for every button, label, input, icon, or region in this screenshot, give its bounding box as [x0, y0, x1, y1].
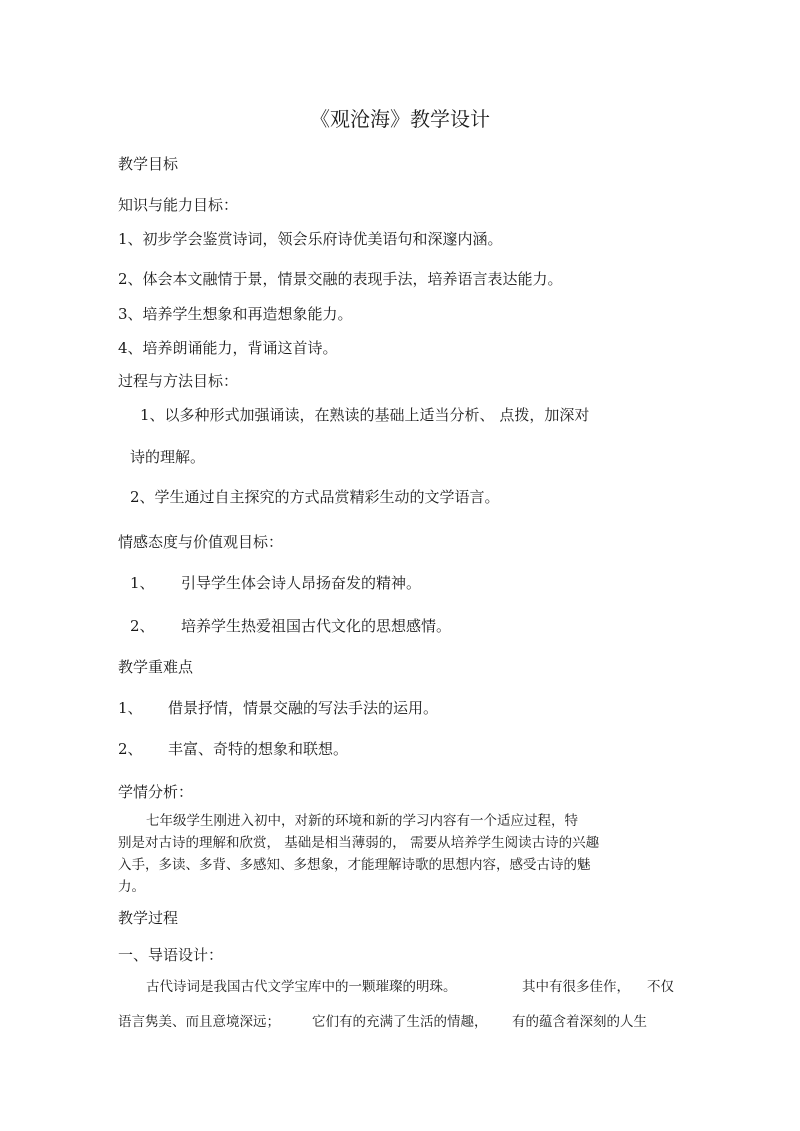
- intro-paragraph-segment: 有的蕴含着深刻的人生: [512, 1014, 647, 1030]
- emotion-item-text: 引导学生体会诗人昂扬奋发的精神。: [181, 574, 422, 592]
- knowledge-item: 3、培养学生想象和再造想象能力。: [118, 305, 353, 323]
- knowledge-item: 2、体会本文融情于景，情景交融的表现手法，培养语言表达能力。: [118, 270, 563, 288]
- difficulty-item-number: 2、: [118, 740, 143, 758]
- difficulty-item-number: 1、: [118, 699, 143, 717]
- difficulty-item-text: 丰富、奇特的想象和联想。: [168, 740, 349, 758]
- document-title: 《观沧海》教学设计: [310, 107, 490, 131]
- difficulty-heading: 教学重难点: [118, 658, 194, 676]
- emotion-heading: 情感态度与价值观目标：: [118, 533, 284, 551]
- process-heading: 过程与方法目标：: [118, 372, 239, 390]
- emotion-item-text: 培养学生热爱祖国古代文化的思想感情。: [181, 617, 452, 635]
- section-heading-goals: 教学目标: [118, 155, 179, 173]
- intro-heading: 一、导语设计：: [118, 946, 224, 964]
- analysis-paragraph-line: 七年级学生刚进入初中，对新的环境和新的学习内容有一个适应过程，特: [146, 813, 578, 829]
- analysis-paragraph-line: 别是对古诗的理解和欣赏， 基础是相当薄弱的， 需要从培养学生阅读古诗的兴趣: [118, 835, 600, 851]
- intro-paragraph-segment: 不仅: [647, 979, 674, 995]
- process-item-2: 2、学生通过自主探究的方式品赏精彩生动的文学语言。: [130, 488, 500, 506]
- process-item-1-line-2: 诗的理解。: [130, 448, 206, 466]
- teaching-process-heading: 教学过程: [118, 909, 179, 927]
- analysis-paragraph-line: 入手，多读、多背、多感知、多想象，才能理解诗歌的思想内容，感受古诗的魅: [118, 857, 591, 873]
- intro-paragraph-segment: 它们有的充满了生活的情趣，: [312, 1014, 488, 1030]
- emotion-item-number: 2、: [130, 617, 155, 635]
- emotion-item-number: 1、: [130, 574, 155, 592]
- analysis-heading: 学情分析：: [118, 783, 194, 801]
- process-item-1-line-1: 1、以多种形式加强诵读，在熟读的基础上适当分析、 点拨，加深对: [140, 406, 590, 424]
- intro-paragraph-segment: 语言隽美、而且意境深远；: [118, 1014, 280, 1030]
- intro-paragraph-segment: 其中有很多佳作，: [522, 979, 630, 995]
- difficulty-item-text: 借景抒情，情景交融的写法手法的运用。: [168, 699, 439, 717]
- analysis-paragraph-line: 力。: [118, 879, 145, 895]
- knowledge-heading: 知识与能力目标：: [118, 196, 239, 214]
- intro-paragraph-segment: 古代诗词是我国古代文学宝库中的一颗璀璨的明珠。: [146, 979, 457, 995]
- knowledge-item: 1、初步学会鉴赏诗词，领会乐府诗优美语句和深邃内涵。: [118, 230, 503, 248]
- knowledge-item: 4、培养朗诵能力，背诵这首诗。: [118, 339, 338, 357]
